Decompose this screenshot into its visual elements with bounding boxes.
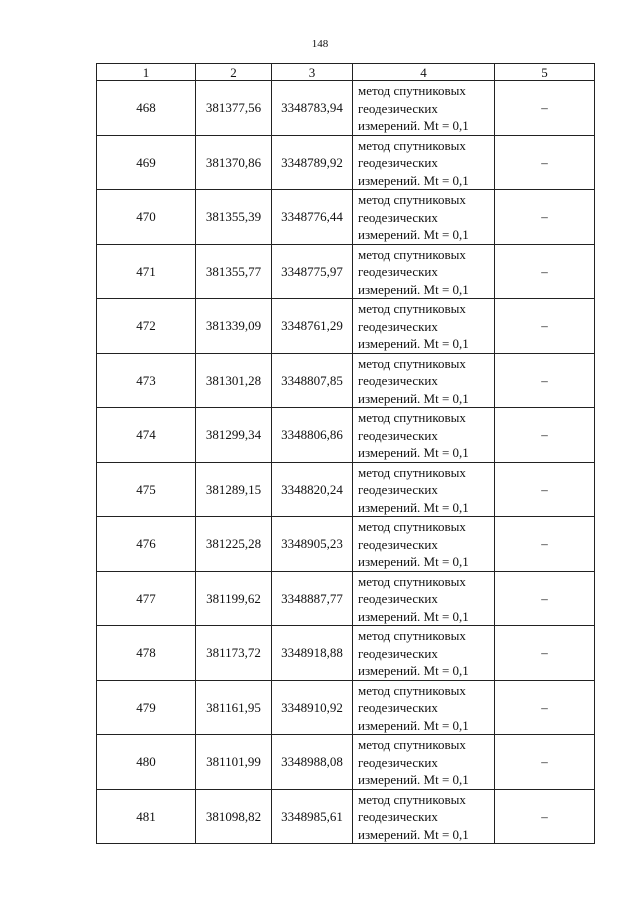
table-row: [97, 626, 595, 681]
method-line: геодезических: [358, 700, 438, 715]
method-cell: [353, 626, 495, 681]
method-cell: [353, 462, 495, 517]
method-line: метод спутниковых: [358, 355, 466, 371]
method-cell: [353, 789, 495, 844]
y-coordinate-cell: 3348820,24: [272, 462, 353, 517]
method-line: метод спутниковых: [358, 682, 466, 698]
x-coordinate-cell: 381289,15: [196, 462, 272, 517]
x-coordinate-cell: 381301,28: [196, 353, 272, 408]
table-row: [97, 299, 595, 354]
method-line: измерений. Mt = 0,1: [358, 445, 469, 460]
table-row: [97, 571, 595, 626]
note-cell: –: [495, 353, 595, 408]
note-cell: –: [495, 299, 595, 354]
y-coordinate-cell: 3348910,92: [272, 680, 353, 735]
method-line: измерений. Mt = 0,1: [358, 772, 469, 787]
column-header-1: 1: [97, 64, 196, 81]
method-line: метод спутниковых: [358, 301, 466, 316]
x-coordinate-cell: 381339,09: [196, 299, 272, 354]
method-line: метод спутниковых: [358, 410, 466, 425]
method-line: геодезических: [358, 427, 438, 443]
x-coordinate-cell: 381355,39: [196, 190, 272, 245]
point-number-cell: 469: [97, 135, 196, 190]
x-coordinate-cell: 381370,86: [196, 135, 272, 190]
method-line: геодезических: [358, 264, 438, 279]
method-cell: [353, 353, 495, 408]
method-line: метод спутниковых: [358, 192, 466, 207]
method-line: метод спутниковых: [358, 137, 466, 153]
method-cell: [353, 299, 495, 354]
note-cell: –: [495, 571, 595, 626]
y-coordinate-cell: 3348775,97: [272, 244, 353, 299]
x-coordinate-cell: 381173,72: [196, 626, 272, 681]
method-line: измерений. Mt = 0,1: [358, 717, 469, 733]
x-coordinate-cell: 381199,62: [196, 571, 272, 626]
column-header-3: 3: [272, 64, 353, 81]
x-coordinate-cell: 381225,28: [196, 517, 272, 572]
point-number-cell: 475: [97, 462, 196, 517]
method-line: метод спутниковых: [358, 628, 466, 643]
method-line: измерений. Mt = 0,1: [358, 390, 469, 406]
table-row: [97, 135, 595, 190]
point-number-cell: 481: [97, 789, 196, 844]
y-coordinate-cell: 3348789,92: [272, 135, 353, 190]
point-number-cell: 478: [97, 626, 196, 681]
point-number-cell: 474: [97, 408, 196, 463]
method-cell: [353, 408, 495, 463]
point-number-cell: 472: [97, 299, 196, 354]
y-coordinate-cell: 3348776,44: [272, 190, 353, 245]
note-cell: –: [495, 517, 595, 572]
page-number: 148: [311, 38, 329, 50]
method-cell: [353, 735, 495, 790]
table-row: [97, 517, 595, 572]
note-cell: –: [495, 462, 595, 517]
method-cell: [353, 244, 495, 299]
method-line: метод спутниковых: [358, 519, 466, 534]
y-coordinate-cell: 3348807,85: [272, 353, 353, 408]
y-coordinate-cell: 3348988,08: [272, 735, 353, 790]
method-line: измерений. Mt = 0,1: [358, 336, 469, 351]
point-number-cell: 468: [97, 81, 196, 136]
method-line: измерений. Mt = 0,1: [358, 826, 469, 842]
x-coordinate-cell: 381355,77: [196, 244, 272, 299]
table-row: [97, 462, 595, 517]
note-cell: –: [495, 408, 595, 463]
table-row: [97, 353, 595, 408]
x-coordinate-cell: 381377,56: [196, 81, 272, 136]
y-coordinate-cell: 3348985,61: [272, 789, 353, 844]
method-line: геодезических: [358, 155, 438, 170]
table-row: [97, 789, 595, 844]
column-header-4: 4: [353, 64, 495, 81]
method-line: измерений. Mt = 0,1: [358, 227, 469, 242]
method-line: метод спутниковых: [358, 246, 466, 262]
method-cell: [353, 81, 495, 136]
method-line: измерений. Mt = 0,1: [358, 554, 469, 569]
method-line: измерений. Mt = 0,1: [358, 118, 469, 133]
x-coordinate-cell: 381299,34: [196, 408, 272, 463]
method-cell: [353, 571, 495, 626]
y-coordinate-cell: 3348806,86: [272, 408, 353, 463]
method-line: геодезических: [358, 536, 438, 552]
note-cell: –: [495, 81, 595, 136]
x-coordinate-cell: 381098,82: [196, 789, 272, 844]
method-line: метод спутниковых: [358, 573, 466, 589]
method-line: метод спутниковых: [358, 737, 466, 752]
note-cell: –: [495, 135, 595, 190]
table-row: [97, 190, 595, 245]
x-coordinate-cell: 381161,95: [196, 680, 272, 735]
column-header-2: 2: [196, 64, 272, 81]
y-coordinate-cell: 3348783,94: [272, 81, 353, 136]
point-number-cell: 476: [97, 517, 196, 572]
note-cell: –: [495, 789, 595, 844]
point-number-cell: 473: [97, 353, 196, 408]
method-line: геодезических: [358, 209, 438, 225]
table-row: [97, 408, 595, 463]
method-line: геодезических: [358, 754, 438, 770]
method-line: измерений. Mt = 0,1: [358, 499, 469, 515]
method-line: метод спутниковых: [358, 464, 466, 480]
note-cell: –: [495, 680, 595, 735]
note-cell: –: [495, 190, 595, 245]
point-number-cell: 479: [97, 680, 196, 735]
y-coordinate-cell: 3348887,77: [272, 571, 353, 626]
point-number-cell: 480: [97, 735, 196, 790]
method-line: геодезических: [358, 318, 438, 334]
method-line: метод спутниковых: [358, 83, 466, 98]
method-line: измерений. Mt = 0,1: [358, 281, 469, 297]
method-line: геодезических: [358, 373, 438, 388]
method-line: геодезических: [358, 809, 438, 824]
table-row: [97, 81, 595, 136]
method-line: геодезических: [358, 645, 438, 661]
column-header-5: 5: [495, 64, 595, 81]
table-body: [97, 81, 595, 844]
method-line: измерений. Mt = 0,1: [358, 172, 469, 188]
method-line: измерений. Mt = 0,1: [358, 608, 469, 624]
x-coordinate-cell: 381101,99: [196, 735, 272, 790]
method-cell: [353, 190, 495, 245]
point-number-cell: 477: [97, 571, 196, 626]
method-line: геодезических: [358, 591, 438, 606]
point-number-cell: 471: [97, 244, 196, 299]
method-cell: [353, 680, 495, 735]
y-coordinate-cell: 3348761,29: [272, 299, 353, 354]
note-cell: –: [495, 626, 595, 681]
method-line: измерений. Mt = 0,1: [358, 663, 469, 678]
table-row: [97, 680, 595, 735]
method-cell: [353, 517, 495, 572]
method-line: геодезических: [358, 482, 438, 497]
note-cell: –: [495, 735, 595, 790]
y-coordinate-cell: 3348918,88: [272, 626, 353, 681]
method-line: геодезических: [358, 100, 438, 116]
point-number-cell: 470: [97, 190, 196, 245]
note-cell: –: [495, 244, 595, 299]
table-row: [97, 735, 595, 790]
table-header-row: [97, 64, 595, 81]
method-line: метод спутниковых: [358, 791, 466, 807]
table-row: [97, 244, 595, 299]
coordinates-table: [96, 63, 595, 844]
y-coordinate-cell: 3348905,23: [272, 517, 353, 572]
method-cell: [353, 135, 495, 190]
